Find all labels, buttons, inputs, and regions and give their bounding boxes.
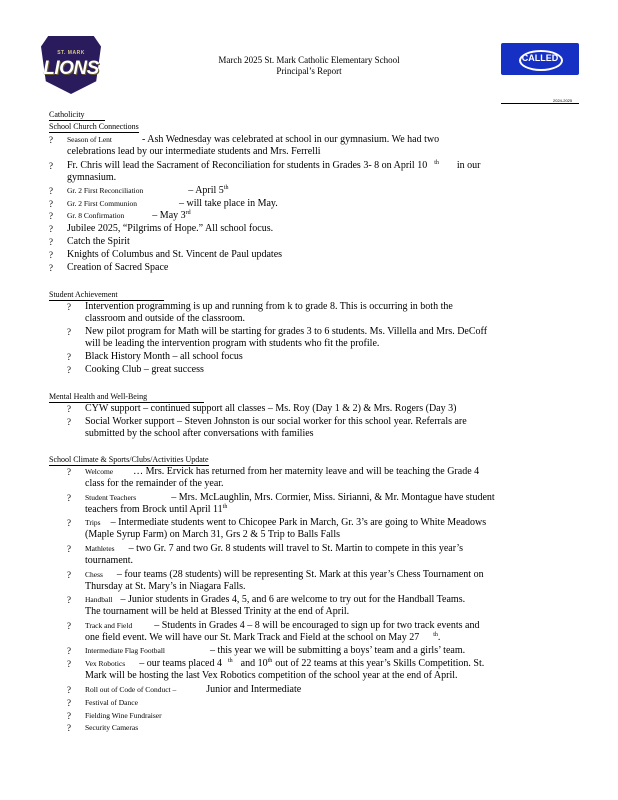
climate-item-wine: Fielding Wine Fundraiser xyxy=(85,711,162,720)
bullet-icon: ? xyxy=(67,646,71,656)
climate-item-dance: Festival of Dance xyxy=(85,698,138,707)
climate-item-student-teachers-cont: teachers from Brock until April 11th xyxy=(85,504,228,515)
achievement-item-bhm: Black History Month – all school focus xyxy=(85,351,243,362)
church-item-lent: Season of Lent - Ash Wednesday was celebrated at school in our gymnasium. We had two xyxy=(67,134,440,145)
climate-item-code-of-conduct: Roll out of Code of Conduct – Junior and Intermediate xyxy=(85,684,302,695)
section-catholicity: Catholicity xyxy=(49,110,105,121)
church-item-reconciliation: Fr. Chris will lead the Sacrament of Reconciliation for students in Grades 3- 8 on April 10 $^{th}$ in our xyxy=(67,160,481,171)
mental-item-social-worker-cont: submitted by the school after conversations with families xyxy=(85,428,314,439)
achievement-item-math: New pilot program for Math will be starting for grades 3 to 6 students. Ms. Villella and Mrs. DeCoff xyxy=(85,326,488,337)
climate-item-handball-cont: The tournament will be held at Blessed Trinity at the end of April. xyxy=(85,606,350,617)
bullet-icon: ? xyxy=(49,186,53,196)
bullet-icon: ? xyxy=(67,493,71,503)
climate-item-cameras: Security Cameras xyxy=(85,723,139,732)
bullet-icon: ? xyxy=(67,570,71,580)
report-title: March 2025 St. Mark Catholic Elementary School xyxy=(218,55,400,65)
climate-item-student-teachers: Student Teachers – Mrs. McLaughlin, Mrs. Cormier, Miss. Sirianni, & Mr. Montague have student xyxy=(85,492,495,503)
logo-big-text: LIONS xyxy=(43,58,99,79)
called-logo xyxy=(501,43,579,75)
church-item-reconciliation-cont: gymnasium. xyxy=(67,172,117,183)
bullet-icon: ? xyxy=(67,404,71,414)
church-item-gr8-confirmation: Gr. 8 Confirmation – May 3rd xyxy=(67,210,191,221)
bullet-icon: ? xyxy=(67,723,71,733)
climate-item-chess-cont: Thursday at St. Mary’s in Niagara Falls. xyxy=(85,581,246,592)
bullet-icon: ? xyxy=(67,698,71,708)
church-item-gr2-communion: Gr. 2 First Communion – will take place in May. xyxy=(67,198,278,209)
date-text: 2024-2025 xyxy=(553,98,573,103)
achievement-item-intervention: Intervention programming is up and running from k to grade 8. This is occurring in both the xyxy=(85,301,453,312)
church-item-jubilee: Jubilee 2025, “Pilgrims of Hope.” All school focus. xyxy=(67,223,274,234)
church-item-lent-cont: celebrations lead by our intermediate students and Mrs. Ferrelli xyxy=(67,146,321,157)
bullet-icon: ? xyxy=(67,659,71,669)
church-item-gr2-reconciliation: Gr. 2 First Reconciliation – April 5th xyxy=(67,185,229,196)
bullet-icon: ? xyxy=(49,161,53,171)
bullet-icon: ? xyxy=(49,237,53,247)
bullet-icon: ? xyxy=(67,621,71,631)
climate-item-welcome: Welcome … Mrs. Ervick has returned from her maternity leave and will be teaching the Grade 4 xyxy=(85,466,480,477)
bullet-icon: ? xyxy=(67,518,71,528)
climate-item-mathletes-cont: tournament. xyxy=(85,555,134,566)
bullet-icon: ? xyxy=(49,199,53,209)
climate-item-track-field-cont: one field event. We will have our St. Mark Track and Field at the school on May 27 $^{th}$. xyxy=(85,632,441,643)
climate-item-welcome-cont: class for the remainder of the year. xyxy=(85,478,224,489)
climate-item-handball: Handball – Junior students in Grades 4, 5, and 6 are welcome to try out for the Handball Teams. xyxy=(85,594,466,605)
bullet-icon: ? xyxy=(67,685,71,695)
section-climate: School Climate & Sports/Clubs/Activities Update xyxy=(49,455,209,464)
bullet-icon: ? xyxy=(49,224,53,234)
climate-item-chess: Chess – four teams (28 students) will be representing St. Mark at this year’s Chess Tournament on xyxy=(85,569,484,580)
climate-item-mathletes: Mathletes – two Gr. 7 and two Gr. 8 students will travel to St. Martin to compete in this year’s xyxy=(85,543,464,554)
bullet-icon: ? xyxy=(49,263,53,273)
climate-item-flag-football: Intermediate Flag Football – this year we will be submitting a boys’ team and a girls’ team. xyxy=(85,645,466,656)
logo-small-text: ST. MARK xyxy=(57,50,85,56)
bullet-icon: ? xyxy=(67,327,71,337)
section-mental-health: Mental Health and Well-Being xyxy=(49,392,204,403)
report-subtitle: Principal’s Report xyxy=(276,66,342,76)
bullet-icon: ? xyxy=(67,711,71,721)
climate-item-track-field: Track and Field – Students in Grades 4 – 8 will be encouraged to sign up for two track events and xyxy=(85,620,480,631)
bullet-icon: ? xyxy=(49,250,53,260)
called-logo-text: CALLED xyxy=(521,53,559,63)
achievement-item-cooking: Cooking Club – great success xyxy=(85,364,204,375)
bullet-icon: ? xyxy=(67,352,71,362)
bullet-icon: ? xyxy=(49,211,53,221)
church-item-spirit: Catch the Spirit xyxy=(67,236,130,247)
section-achievement: Student Achievement xyxy=(49,290,164,301)
bullet-icon: ? xyxy=(67,544,71,554)
climate-item-vex-robotics-cont: Mark will be hosting the last Vex Robotics competition of the school year at the end of April. xyxy=(85,670,458,681)
mental-item-social-worker: Social Worker support – Steven Johnston is our social worker for this school year. Referrals are xyxy=(85,416,467,427)
mental-item-cyw: CYW support – continued support all classes – Ms. Roy (Day 1 & 2) & Mrs. Rogers (Day 3) xyxy=(85,403,457,414)
bullet-icon: ? xyxy=(67,417,71,427)
bullet-icon: ? xyxy=(67,302,71,312)
church-item-sacred-space: Creation of Sacred Space xyxy=(67,262,169,273)
climate-item-vex-robotics: Vex Robotics – our teams placed 4 $^{th}$ and 10th out of 22 teams at this year’s Skills Competition. St. xyxy=(85,658,485,669)
church-item-knights: Knights of Columbus and St. Vincent de Paul updates xyxy=(67,249,283,260)
bullet-icon: ? xyxy=(67,365,71,375)
bullet-icon: ? xyxy=(49,135,53,145)
climate-item-trips-cont: (Maple Syrup Farm) on March 31, Grs 2 & 5 Trip to Balls Falls xyxy=(85,529,340,540)
climate-item-trips: Trips – Intermediate students went to Chicopee Park in March, Gr. 3’s are going to White Meadows xyxy=(85,517,487,528)
bullet-icon: ? xyxy=(67,595,71,605)
achievement-item-math-cont: will be leading the intervention program with students who fit the profile. xyxy=(85,338,380,349)
bullet-icon: ? xyxy=(67,467,71,477)
section-church: School Church Connections xyxy=(49,122,139,131)
achievement-item-intervention-cont: classroom and outside of the classroom. xyxy=(85,313,245,324)
